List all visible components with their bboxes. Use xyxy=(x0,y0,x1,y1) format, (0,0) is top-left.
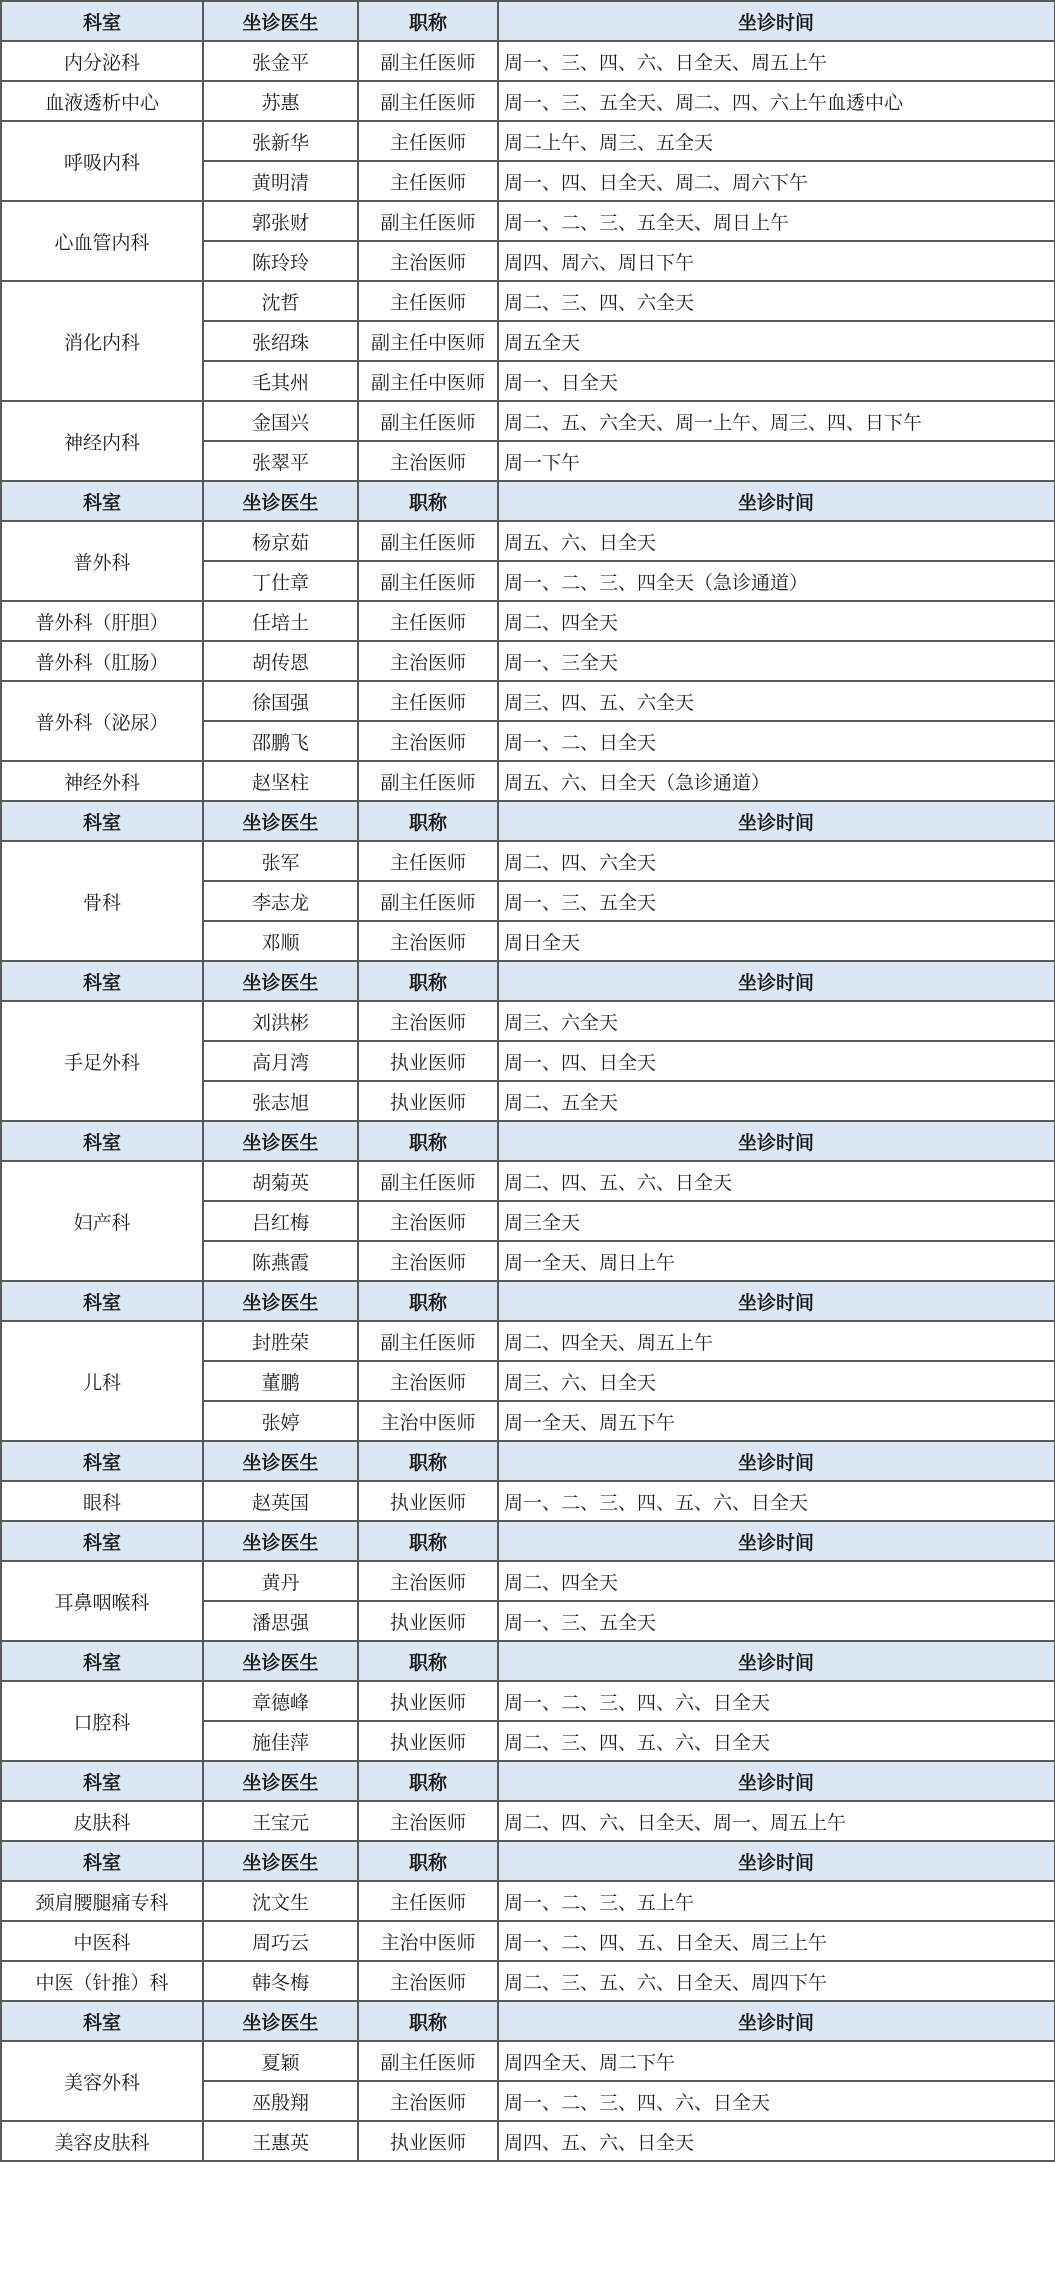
table-row xyxy=(1,601,1055,641)
doctor-title-cell: 副主任医师 xyxy=(358,881,498,921)
doctor-title-cell: 执业医师 xyxy=(358,1721,498,1761)
schedule-cell: 周一、二、三、四、六、日全天 xyxy=(498,1681,1055,1721)
header-schedule: 坐诊时间 xyxy=(498,481,1055,521)
header-title: 职称 xyxy=(358,1,498,41)
header-doctor: 坐诊医生 xyxy=(203,1441,358,1481)
header-title: 职称 xyxy=(358,1441,498,1481)
schedule-cell: 周四、五、六、日全天 xyxy=(498,2121,1055,2161)
doctor-name-cell: 杨京茹 xyxy=(203,521,358,561)
department-cell: 美容外科 xyxy=(1,2041,203,2121)
table-row xyxy=(1,1881,1055,1921)
schedule-cell: 周二、四全天、周五上午 xyxy=(498,1321,1055,1361)
doctor-title-cell: 主治医师 xyxy=(358,241,498,281)
doctor-title-cell: 主任医师 xyxy=(358,1881,498,1921)
table-row xyxy=(1,841,1055,881)
department-cell: 普外科（泌尿） xyxy=(1,681,203,761)
header-schedule: 坐诊时间 xyxy=(498,1441,1055,1481)
table-row xyxy=(1,1481,1055,1521)
doctor-name-cell: 封胜荣 xyxy=(203,1321,358,1361)
header-doctor: 坐诊医生 xyxy=(203,481,358,521)
department-cell: 儿科 xyxy=(1,1321,203,1441)
schedule-cell: 周一、二、三、四、六、日全天 xyxy=(498,2081,1055,2121)
doctor-title-cell: 副主任中医师 xyxy=(358,361,498,401)
department-cell: 美容皮肤科 xyxy=(1,2121,203,2161)
department-cell: 血液透析中心 xyxy=(1,81,203,121)
doctor-name-cell: 王惠英 xyxy=(203,2121,358,2161)
header-department: 科室 xyxy=(1,1761,203,1801)
department-cell: 中医（针推）科 xyxy=(1,1961,203,2001)
schedule-cell: 周四全天、周二下午 xyxy=(498,2041,1055,2081)
department-cell: 中医科 xyxy=(1,1921,203,1961)
doctor-title-cell: 主治医师 xyxy=(358,1961,498,2001)
header-doctor: 坐诊医生 xyxy=(203,2001,358,2041)
doctor-name-cell: 陈燕霞 xyxy=(203,1241,358,1281)
header-department: 科室 xyxy=(1,1281,203,1321)
schedule-cell: 周一全天、周日上午 xyxy=(498,1241,1055,1281)
schedule-cell: 周五全天 xyxy=(498,321,1055,361)
doctor-title-cell: 执业医师 xyxy=(358,2121,498,2161)
table-row xyxy=(1,2041,1055,2081)
table-row xyxy=(1,121,1055,161)
schedule-cell: 周一、二、日全天 xyxy=(498,721,1055,761)
header-row xyxy=(1,1521,1055,1561)
schedule-cell: 周二、四、六全天 xyxy=(498,841,1055,881)
doctor-name-cell: 赵英国 xyxy=(203,1481,358,1521)
schedule-cell: 周日全天 xyxy=(498,921,1055,961)
header-doctor: 坐诊医生 xyxy=(203,1761,358,1801)
schedule-cell: 周一、二、三、四、五、六、日全天 xyxy=(498,1481,1055,1521)
schedule-cell: 周四、周六、周日下午 xyxy=(498,241,1055,281)
doctor-name-cell: 李志龙 xyxy=(203,881,358,921)
department-cell: 眼科 xyxy=(1,1481,203,1521)
doctor-name-cell: 巫殷翔 xyxy=(203,2081,358,2121)
doctor-title-cell: 主任医师 xyxy=(358,281,498,321)
header-row xyxy=(1,1761,1055,1801)
table-row xyxy=(1,1681,1055,1721)
header-schedule: 坐诊时间 xyxy=(498,1641,1055,1681)
doctor-name-cell: 周巧云 xyxy=(203,1921,358,1961)
doctor-name-cell: 张绍珠 xyxy=(203,321,358,361)
header-schedule: 坐诊时间 xyxy=(498,1,1055,41)
schedule-cell: 周一、三、五全天 xyxy=(498,1601,1055,1641)
header-department: 科室 xyxy=(1,481,203,521)
doctor-title-cell: 副主任医师 xyxy=(358,521,498,561)
department-cell: 颈肩腰腿痛专科 xyxy=(1,1881,203,1921)
doctor-title-cell: 副主任医师 xyxy=(358,41,498,81)
doctor-title-cell: 主治医师 xyxy=(358,1361,498,1401)
header-doctor: 坐诊医生 xyxy=(203,1,358,41)
schedule-cell: 周一全天、周五下午 xyxy=(498,1401,1055,1441)
doctor-title-cell: 主治医师 xyxy=(358,1241,498,1281)
schedule-cell: 周二、四、六、日全天、周一、周五上午 xyxy=(498,1801,1055,1841)
schedule-body xyxy=(1,1,1055,2161)
doctor-name-cell: 金国兴 xyxy=(203,401,358,441)
header-title: 职称 xyxy=(358,1841,498,1881)
doctor-name-cell: 毛其州 xyxy=(203,361,358,401)
doctor-name-cell: 王宝元 xyxy=(203,1801,358,1841)
header-title: 职称 xyxy=(358,1121,498,1161)
header-schedule: 坐诊时间 xyxy=(498,2001,1055,2041)
schedule-cell: 周一、三全天 xyxy=(498,641,1055,681)
schedule-cell: 周五、六、日全天 xyxy=(498,521,1055,561)
header-department: 科室 xyxy=(1,961,203,1001)
header-department: 科室 xyxy=(1,1441,203,1481)
header-schedule: 坐诊时间 xyxy=(498,1281,1055,1321)
doctor-title-cell: 执业医师 xyxy=(358,1681,498,1721)
schedule-cell: 周一、三、五全天、周二、四、六上午血透中心 xyxy=(498,81,1055,121)
header-doctor: 坐诊医生 xyxy=(203,1121,358,1161)
department-cell: 呼吸内科 xyxy=(1,121,203,201)
doctor-name-cell: 赵坚柱 xyxy=(203,761,358,801)
doctor-name-cell: 张婷 xyxy=(203,1401,358,1441)
department-cell: 手足外科 xyxy=(1,1001,203,1121)
schedule-cell: 周二、四全天 xyxy=(498,1561,1055,1601)
header-row xyxy=(1,481,1055,521)
table-row xyxy=(1,281,1055,321)
schedule-cell: 周一、四、日全天 xyxy=(498,1041,1055,1081)
doctor-name-cell: 章德峰 xyxy=(203,1681,358,1721)
doctor-title-cell: 主治医师 xyxy=(358,441,498,481)
header-department: 科室 xyxy=(1,1641,203,1681)
doctor-title-cell: 副主任医师 xyxy=(358,1321,498,1361)
doctor-name-cell: 丁仕章 xyxy=(203,561,358,601)
doctor-title-cell: 主任医师 xyxy=(358,161,498,201)
header-department: 科室 xyxy=(1,1521,203,1561)
doctor-title-cell: 主治中医师 xyxy=(358,1921,498,1961)
department-cell: 耳鼻咽喉科 xyxy=(1,1561,203,1641)
header-department: 科室 xyxy=(1,1121,203,1161)
table-row xyxy=(1,641,1055,681)
doctor-title-cell: 副主任医师 xyxy=(358,201,498,241)
header-row xyxy=(1,1641,1055,1681)
doctor-name-cell: 邓顺 xyxy=(203,921,358,961)
table-row xyxy=(1,521,1055,561)
doctor-name-cell: 沈文生 xyxy=(203,1881,358,1921)
header-schedule: 坐诊时间 xyxy=(498,801,1055,841)
doctor-name-cell: 施佳萍 xyxy=(203,1721,358,1761)
department-cell: 普外科（肛肠） xyxy=(1,641,203,681)
doctor-name-cell: 郭张财 xyxy=(203,201,358,241)
department-cell: 神经内科 xyxy=(1,401,203,481)
doctor-name-cell: 张翠平 xyxy=(203,441,358,481)
doctor-name-cell: 苏惠 xyxy=(203,81,358,121)
department-cell: 口腔科 xyxy=(1,1681,203,1761)
header-title: 职称 xyxy=(358,1641,498,1681)
doctor-name-cell: 夏颖 xyxy=(203,2041,358,2081)
doctor-title-cell: 副主任医师 xyxy=(358,81,498,121)
header-schedule: 坐诊时间 xyxy=(498,1841,1055,1881)
doctor-name-cell: 董鹏 xyxy=(203,1361,358,1401)
department-cell: 普外科（肝胆） xyxy=(1,601,203,641)
schedule-cell: 周五、六、日全天（急诊通道） xyxy=(498,761,1055,801)
doctor-title-cell: 执业医师 xyxy=(358,1081,498,1121)
header-row xyxy=(1,1,1055,41)
doctor-name-cell: 高月湾 xyxy=(203,1041,358,1081)
department-cell: 神经外科 xyxy=(1,761,203,801)
schedule-cell: 周二、四全天 xyxy=(498,601,1055,641)
header-title: 职称 xyxy=(358,1521,498,1561)
table-row xyxy=(1,1961,1055,2001)
doctor-title-cell: 主治医师 xyxy=(358,1801,498,1841)
doctor-title-cell: 主任医师 xyxy=(358,121,498,161)
table-row xyxy=(1,1921,1055,1961)
doctor-name-cell: 胡菊英 xyxy=(203,1161,358,1201)
doctor-name-cell: 刘洪彬 xyxy=(203,1001,358,1041)
doctor-name-cell: 张志旭 xyxy=(203,1081,358,1121)
schedule-cell: 周一、二、三、四全天（急诊通道） xyxy=(498,561,1055,601)
header-row xyxy=(1,1441,1055,1481)
table-row xyxy=(1,1161,1055,1201)
department-cell: 骨科 xyxy=(1,841,203,961)
header-title: 职称 xyxy=(358,2001,498,2041)
header-doctor: 坐诊医生 xyxy=(203,961,358,1001)
header-title: 职称 xyxy=(358,961,498,1001)
header-department: 科室 xyxy=(1,1841,203,1881)
table-row xyxy=(1,761,1055,801)
doctor-title-cell: 副主任医师 xyxy=(358,561,498,601)
header-row xyxy=(1,2001,1055,2041)
doctor-name-cell: 胡传恩 xyxy=(203,641,358,681)
table-row xyxy=(1,81,1055,121)
schedule-cell: 周一、三、四、六、日全天、周五上午 xyxy=(498,41,1055,81)
department-cell: 普外科 xyxy=(1,521,203,601)
doctor-title-cell: 主治医师 xyxy=(358,1561,498,1601)
doctor-title-cell: 主治医师 xyxy=(358,921,498,961)
header-title: 职称 xyxy=(358,1281,498,1321)
doctor-title-cell: 主治医师 xyxy=(358,1001,498,1041)
doctor-name-cell: 吕红梅 xyxy=(203,1201,358,1241)
schedule-cell: 周一下午 xyxy=(498,441,1055,481)
doctor-name-cell: 徐国强 xyxy=(203,681,358,721)
table-row xyxy=(1,41,1055,81)
doctor-name-cell: 沈哲 xyxy=(203,281,358,321)
doctor-title-cell: 主治中医师 xyxy=(358,1401,498,1441)
doctor-title-cell: 主任医师 xyxy=(358,841,498,881)
department-cell: 内分泌科 xyxy=(1,41,203,81)
doctor-name-cell: 张金平 xyxy=(203,41,358,81)
table-row xyxy=(1,1801,1055,1841)
header-department: 科室 xyxy=(1,1,203,41)
schedule-cell: 周三、四、五、六全天 xyxy=(498,681,1055,721)
doctor-title-cell: 执业医师 xyxy=(358,1041,498,1081)
header-schedule: 坐诊时间 xyxy=(498,1521,1055,1561)
header-schedule: 坐诊时间 xyxy=(498,1761,1055,1801)
doctor-title-cell: 执业医师 xyxy=(358,1481,498,1521)
header-department: 科室 xyxy=(1,2001,203,2041)
doctor-name-cell: 任培土 xyxy=(203,601,358,641)
department-cell: 妇产科 xyxy=(1,1161,203,1281)
schedule-cell: 周三、六全天 xyxy=(498,1001,1055,1041)
header-doctor: 坐诊医生 xyxy=(203,1281,358,1321)
schedule-cell: 周一、三、五全天 xyxy=(498,881,1055,921)
header-title: 职称 xyxy=(358,481,498,521)
header-row xyxy=(1,1121,1055,1161)
doctor-name-cell: 邵鹏飞 xyxy=(203,721,358,761)
header-doctor: 坐诊医生 xyxy=(203,1521,358,1561)
schedule-cell: 周一、二、三、五上午 xyxy=(498,1881,1055,1921)
table-row xyxy=(1,1321,1055,1361)
schedule-cell: 周二、五全天 xyxy=(498,1081,1055,1121)
doctor-title-cell: 副主任中医师 xyxy=(358,321,498,361)
doctor-title-cell: 副主任医师 xyxy=(358,761,498,801)
doctor-name-cell: 陈玲玲 xyxy=(203,241,358,281)
doctor-title-cell: 主治医师 xyxy=(358,721,498,761)
table-row xyxy=(1,2121,1055,2161)
table-row xyxy=(1,201,1055,241)
doctor-name-cell: 黄明清 xyxy=(203,161,358,201)
schedule-cell: 周二、三、四、五、六、日全天 xyxy=(498,1721,1055,1761)
department-cell: 皮肤科 xyxy=(1,1801,203,1841)
schedule-cell: 周二、四、五、六、日全天 xyxy=(498,1161,1055,1201)
doctor-title-cell: 副主任医师 xyxy=(358,401,498,441)
schedule-cell: 周一、日全天 xyxy=(498,361,1055,401)
table-row xyxy=(1,681,1055,721)
doctor-title-cell: 执业医师 xyxy=(358,1601,498,1641)
header-schedule: 坐诊时间 xyxy=(498,961,1055,1001)
schedule-cell: 周二、五、六全天、周一上午、周三、四、日下午 xyxy=(498,401,1055,441)
doctor-title-cell: 主治医师 xyxy=(358,2081,498,2121)
doctor-title-cell: 主任医师 xyxy=(358,601,498,641)
doctor-title-cell: 副主任医师 xyxy=(358,1161,498,1201)
header-title: 职称 xyxy=(358,1761,498,1801)
doctor-title-cell: 主治医师 xyxy=(358,1201,498,1241)
table-row xyxy=(1,1561,1055,1601)
schedule-cell: 周三全天 xyxy=(498,1201,1055,1241)
doctor-title-cell: 主治医师 xyxy=(358,641,498,681)
header-department: 科室 xyxy=(1,801,203,841)
schedule-cell: 周二、三、五、六、日全天、周四下午 xyxy=(498,1961,1055,2001)
header-doctor: 坐诊医生 xyxy=(203,1841,358,1881)
schedule-cell: 周二上午、周三、五全天 xyxy=(498,121,1055,161)
doctor-name-cell: 韩冬梅 xyxy=(203,1961,358,2001)
header-doctor: 坐诊医生 xyxy=(203,801,358,841)
schedule-cell: 周一、四、日全天、周二、周六下午 xyxy=(498,161,1055,201)
department-cell: 心血管内科 xyxy=(1,201,203,281)
schedule-cell: 周二、三、四、六全天 xyxy=(498,281,1055,321)
schedule-cell: 周一、二、三、五全天、周日上午 xyxy=(498,201,1055,241)
header-doctor: 坐诊医生 xyxy=(203,1641,358,1681)
header-row xyxy=(1,1841,1055,1881)
table-row xyxy=(1,401,1055,441)
header-row xyxy=(1,961,1055,1001)
doctor-name-cell: 张军 xyxy=(203,841,358,881)
schedule-cell: 周三、六、日全天 xyxy=(498,1361,1055,1401)
header-row xyxy=(1,1281,1055,1321)
header-title: 职称 xyxy=(358,801,498,841)
doctor-name-cell: 张新华 xyxy=(203,121,358,161)
table-row xyxy=(1,1001,1055,1041)
doctor-name-cell: 黄丹 xyxy=(203,1561,358,1601)
header-schedule: 坐诊时间 xyxy=(498,1121,1055,1161)
doctor-title-cell: 主任医师 xyxy=(358,681,498,721)
department-cell: 消化内科 xyxy=(1,281,203,401)
header-row xyxy=(1,801,1055,841)
doctor-title-cell: 副主任医师 xyxy=(358,2041,498,2081)
schedule-cell: 周一、二、四、五、日全天、周三上午 xyxy=(498,1921,1055,1961)
doctor-name-cell: 潘思强 xyxy=(203,1601,358,1641)
